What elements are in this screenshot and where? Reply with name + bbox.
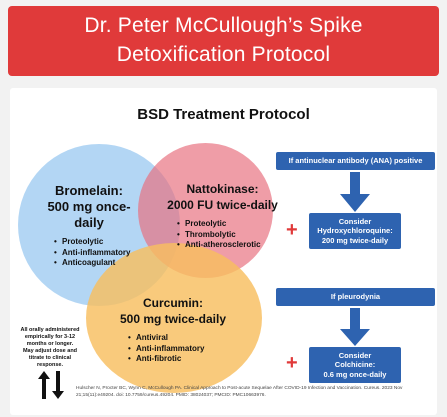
curcumin-effects: [128, 333, 246, 365]
nattokinase-effects: [177, 219, 280, 251]
plus-icon: +: [286, 219, 298, 241]
pleurodynia-condition-text: If pleurodynia: [330, 292, 381, 302]
nattokinase-name: Nattokinase:: [186, 182, 259, 196]
list-item: • Anticoagulant: [54, 258, 144, 269]
banner-title-line-2: Detoxification Protocol: [116, 43, 331, 66]
pleurodynia-condition-box: [276, 288, 435, 306]
list-item: • Anti-atherosclerotic: [177, 240, 280, 251]
list-item: • Thrombolytic: [177, 230, 280, 241]
administration-note: All orally administered empirically for 3-12 months or longer.: [20, 327, 80, 347]
curcumin-text: [100, 295, 246, 365]
ana-condition-box: [276, 152, 435, 170]
title-banner: [8, 6, 439, 76]
hcq-line-2: Hydroxychloroquine:: [317, 226, 393, 236]
bromelain-effects: [54, 237, 144, 269]
nattokinase-text: [165, 181, 280, 251]
colchicine-box: [309, 347, 401, 383]
down-arrow-icon: [340, 172, 370, 212]
hcq-line-3: 200 mg twice-daily: [321, 235, 389, 245]
ana-condition-text: If antinuclear antibody (ANA) positive: [288, 156, 423, 166]
plus-icon: +: [286, 352, 298, 374]
colchicine-line-2: Colchicine:: [334, 360, 376, 370]
list-item: • Proteolytic: [54, 237, 144, 248]
citation-text: Hulscher N, Procter BC, Wynn C, McCullough PA. Clinical Approach to Post-acute Sequelae After COVID-19 Infection and Vaccination. Cureus. 2023 Nov 21;15(11):e49204. doi: 10.7759/cureus.49204. PMID: 38024037; PMCID: PMC10663976.: [76, 386, 403, 398]
diagram-title: BSD Treatment Protocol: [137, 106, 310, 123]
curcumin-name: Curcumin:: [143, 296, 203, 310]
nattokinase-dose: 2000 FU twice-daily: [167, 198, 278, 212]
list-item: • Anti-fibrotic: [128, 354, 246, 365]
colchicine-line-3: 0.6 mg once-daily: [323, 369, 387, 379]
list-item: • Anti-inflammatory: [128, 344, 246, 355]
bromelain-dose: 500 mg once-daily: [47, 199, 131, 230]
hydroxychloroquine-box: [309, 213, 401, 249]
bromelain-name: Bromelain:: [55, 183, 123, 198]
banner-title-line-1: Dr. Peter McCullough’s Spike: [84, 14, 363, 37]
titration-note: May adjust dose and titrate to clinical response.: [22, 348, 78, 368]
list-item: • Antiviral: [128, 333, 246, 344]
curcumin-dose: 500 mg twice-daily: [119, 312, 227, 326]
list-item: • Anti-inflammatory: [54, 248, 144, 259]
bromelain-text: [34, 183, 144, 269]
list-item: • Proteolytic: [177, 219, 280, 230]
colchicine-line-1: Consider: [338, 350, 372, 360]
up-down-arrows-icon: [38, 371, 64, 399]
down-arrow-icon: [340, 308, 370, 346]
hcq-line-1: Consider: [338, 216, 372, 226]
